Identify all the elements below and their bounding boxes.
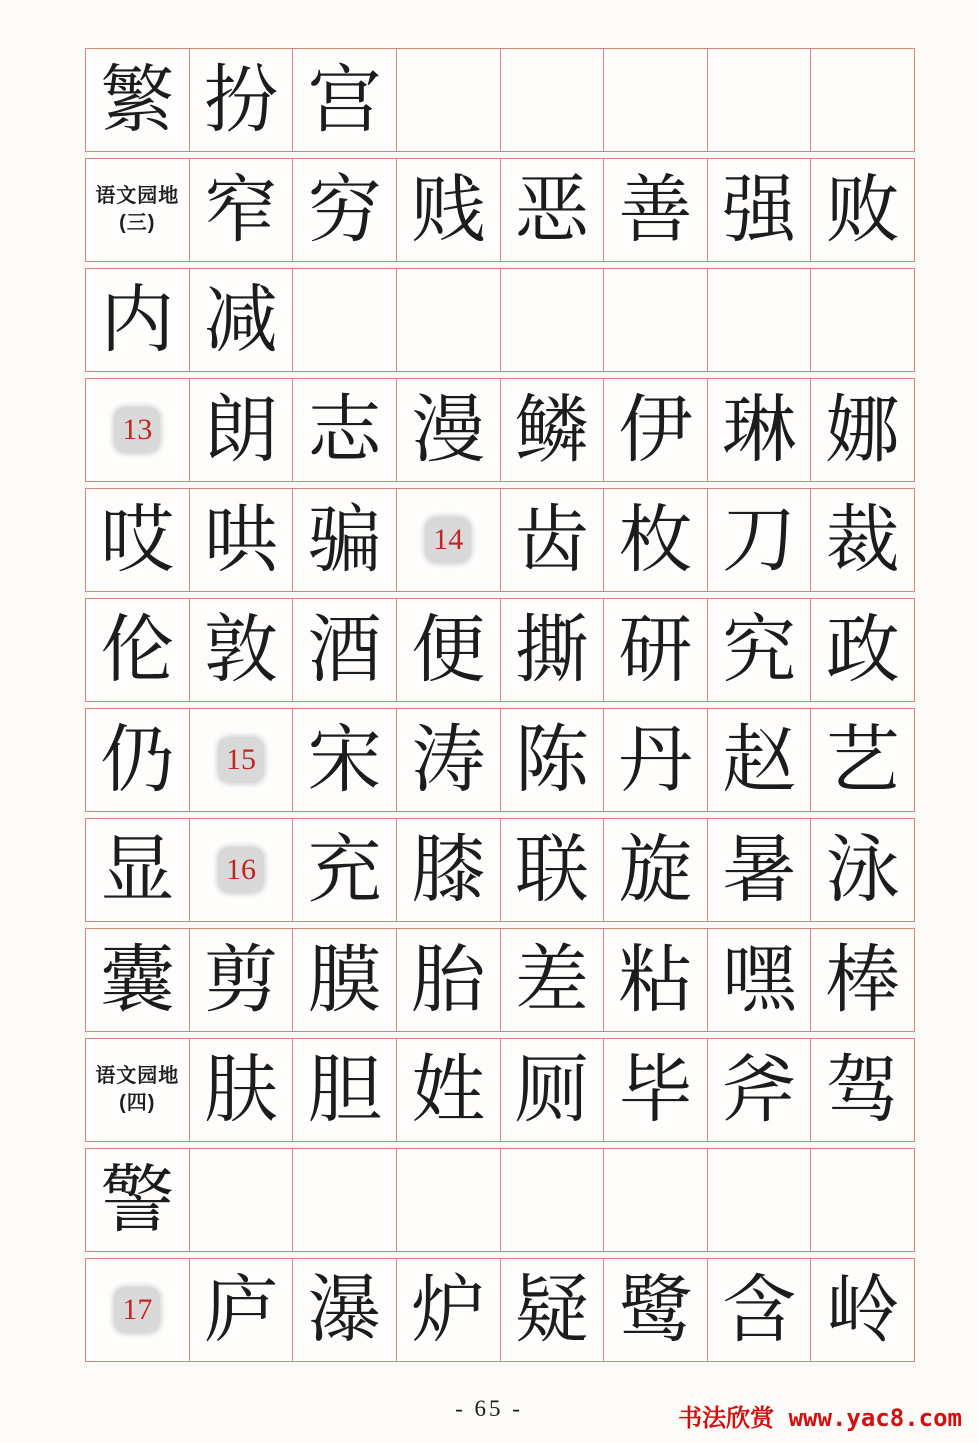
character-cell — [86, 49, 190, 151]
unit-label-line: 语文园地 — [95, 185, 180, 207]
empty-cell — [501, 1149, 605, 1251]
calligraphy-character: 肤 — [203, 1047, 278, 1133]
grid-row — [85, 1258, 915, 1362]
grid-row — [85, 378, 915, 482]
character-cell — [604, 1259, 708, 1361]
grid-row — [85, 158, 915, 262]
unit-label-line: (四) — [119, 1092, 156, 1114]
character-cell — [811, 929, 914, 1031]
grid-row — [85, 708, 915, 812]
calligraphy-character: 减 — [203, 277, 278, 363]
character-cell — [604, 599, 708, 701]
character-cell — [293, 709, 397, 811]
lesson-number-badge: 17 — [114, 1287, 160, 1333]
character-cell — [501, 159, 605, 261]
calligraphy-character: 泳 — [825, 827, 900, 913]
character-cell — [811, 599, 914, 701]
calligraphy-character: 娜 — [825, 387, 900, 473]
empty-cell — [604, 49, 708, 151]
page-number: - 65 - — [455, 1396, 523, 1421]
calligraphy-character: 嘿 — [722, 937, 797, 1023]
empty-cell — [811, 269, 914, 371]
character-cell — [397, 1259, 501, 1361]
lesson-number-cell — [397, 489, 501, 591]
calligraphy-character: 厕 — [514, 1047, 589, 1133]
lesson-number-cell — [190, 819, 294, 921]
character-cell — [190, 379, 294, 481]
character-cell — [190, 1039, 294, 1141]
calligraphy-character: 哄 — [203, 497, 278, 583]
calligraphy-character: 伊 — [618, 387, 693, 473]
character-cell — [86, 929, 190, 1031]
grid-row — [85, 1148, 915, 1252]
calligraphy-character: 政 — [825, 607, 900, 693]
character-cell — [604, 929, 708, 1031]
lesson-number-badge: 13 — [114, 407, 160, 453]
character-cell — [190, 929, 294, 1031]
character-cell — [86, 599, 190, 701]
calligraphy-character: 究 — [722, 607, 797, 693]
character-cell — [604, 379, 708, 481]
calligraphy-character: 哎 — [100, 497, 175, 583]
empty-cell — [708, 269, 812, 371]
lesson-number-badge: 16 — [218, 847, 264, 893]
character-cell — [190, 489, 294, 591]
lesson-number-cell — [190, 709, 294, 811]
calligraphy-character: 撕 — [514, 607, 589, 693]
character-cell — [293, 379, 397, 481]
character-cell — [708, 709, 812, 811]
character-cell — [604, 819, 708, 921]
practice-grid — [85, 48, 915, 1368]
character-cell — [811, 159, 914, 261]
character-cell — [293, 159, 397, 261]
calligraphy-character: 丹 — [618, 717, 693, 803]
character-cell — [501, 819, 605, 921]
character-cell — [604, 709, 708, 811]
watermark: 书法欣赏 www.yac8.com — [678, 1404, 962, 1432]
calligraphy-character: 贱 — [411, 167, 486, 253]
calligraphy-character: 斧 — [722, 1047, 797, 1133]
character-cell — [811, 379, 914, 481]
character-cell — [501, 599, 605, 701]
calligraphy-character: 仍 — [100, 717, 175, 803]
calligraphy-character: 膜 — [307, 937, 382, 1023]
character-cell — [397, 819, 501, 921]
calligraphy-character: 毕 — [618, 1047, 693, 1133]
empty-cell — [190, 1149, 294, 1251]
character-cell — [501, 1039, 605, 1141]
calligraphy-character: 旋 — [618, 827, 693, 913]
calligraphy-character: 含 — [722, 1267, 797, 1353]
calligraphy-character: 剪 — [203, 937, 278, 1023]
character-cell — [397, 709, 501, 811]
character-cell — [811, 819, 914, 921]
character-cell — [708, 1039, 812, 1141]
calligraphy-character: 宫 — [307, 57, 382, 143]
calligraphy-character: 岭 — [825, 1267, 900, 1353]
grid-row — [85, 598, 915, 702]
character-cell — [293, 49, 397, 151]
character-cell — [190, 159, 294, 261]
empty-cell — [604, 269, 708, 371]
empty-cell — [397, 269, 501, 371]
character-cell — [86, 819, 190, 921]
calligraphy-character: 扮 — [203, 57, 278, 143]
calligraphy-character: 骗 — [307, 497, 382, 583]
grid-row — [85, 48, 915, 152]
character-cell — [811, 1039, 914, 1141]
empty-cell — [501, 269, 605, 371]
calligraphy-character: 枚 — [618, 497, 693, 583]
calligraphy-character: 便 — [411, 607, 486, 693]
character-cell — [293, 929, 397, 1031]
empty-cell — [293, 269, 397, 371]
character-cell — [708, 1259, 812, 1361]
character-cell — [501, 379, 605, 481]
calligraphy-character: 鳞 — [514, 387, 589, 473]
character-cell — [86, 489, 190, 591]
calligraphy-character: 伦 — [100, 607, 175, 693]
character-cell — [293, 819, 397, 921]
character-cell — [293, 599, 397, 701]
character-cell — [604, 489, 708, 591]
calligraphy-character: 研 — [618, 607, 693, 693]
character-cell — [501, 929, 605, 1031]
calligraphy-character: 志 — [307, 387, 382, 473]
character-cell — [811, 709, 914, 811]
calligraphy-character: 炉 — [411, 1267, 486, 1353]
calligraphy-character: 囊 — [100, 937, 175, 1023]
empty-cell — [293, 1149, 397, 1251]
calligraphy-character: 善 — [618, 167, 693, 253]
character-cell — [293, 1039, 397, 1141]
calligraphy-character: 充 — [307, 827, 382, 913]
grid-row — [85, 818, 915, 922]
character-cell — [708, 159, 812, 261]
character-cell — [190, 49, 294, 151]
calligraphy-character: 穷 — [307, 167, 382, 253]
calligraphy-character: 庐 — [203, 1267, 278, 1353]
calligraphy-character: 繁 — [100, 57, 175, 143]
calligraphy-character: 警 — [100, 1157, 175, 1243]
lesson-number-cell — [86, 1259, 190, 1361]
character-cell — [190, 599, 294, 701]
calligraphy-character: 齿 — [514, 497, 589, 583]
calligraphy-character: 刀 — [722, 497, 797, 583]
calligraphy-character: 败 — [825, 167, 900, 253]
unit-label-cell — [86, 1039, 190, 1141]
calligraphy-character: 姓 — [411, 1047, 486, 1133]
character-cell — [397, 1039, 501, 1141]
character-cell — [708, 929, 812, 1031]
calligraphy-character: 朗 — [203, 387, 278, 473]
lesson-number-badge: 14 — [425, 517, 471, 563]
calligraphy-character: 窄 — [203, 167, 278, 253]
character-cell — [190, 269, 294, 371]
calligraphy-character: 联 — [514, 827, 589, 913]
character-cell — [811, 489, 914, 591]
character-cell — [604, 159, 708, 261]
calligraphy-character: 显 — [100, 827, 175, 913]
character-cell — [811, 1259, 914, 1361]
character-cell — [86, 269, 190, 371]
calligraphy-character: 鹭 — [618, 1267, 693, 1353]
character-cell — [501, 709, 605, 811]
unit-label-line: 语文园地 — [95, 1065, 180, 1087]
character-cell — [604, 1039, 708, 1141]
unit-label-line: (三) — [119, 212, 156, 234]
calligraphy-character: 瀑 — [307, 1267, 382, 1353]
calligraphy-character: 粘 — [618, 937, 693, 1023]
calligraphy-character: 胎 — [411, 937, 486, 1023]
character-cell — [397, 379, 501, 481]
calligraphy-character: 漫 — [411, 387, 486, 473]
calligraphy-character: 暑 — [722, 827, 797, 913]
empty-cell — [604, 1149, 708, 1251]
calligraphy-character: 强 — [722, 167, 797, 253]
character-cell — [397, 159, 501, 261]
empty-cell — [397, 1149, 501, 1251]
grid-row — [85, 488, 915, 592]
unit-label-cell — [86, 159, 190, 261]
calligraphy-character: 差 — [514, 937, 589, 1023]
calligraphy-character: 棒 — [825, 937, 900, 1023]
calligraphy-character: 膝 — [411, 827, 486, 913]
lesson-number-cell — [86, 379, 190, 481]
character-cell — [190, 1259, 294, 1361]
empty-cell — [708, 1149, 812, 1251]
character-cell — [708, 819, 812, 921]
lesson-number-badge: 15 — [218, 737, 264, 783]
calligraphy-character: 裁 — [825, 497, 900, 583]
character-cell — [86, 709, 190, 811]
character-cell — [708, 379, 812, 481]
calligraphy-character: 赵 — [722, 717, 797, 803]
character-cell — [708, 489, 812, 591]
character-cell — [501, 1259, 605, 1361]
character-cell — [293, 1259, 397, 1361]
calligraphy-character: 疑 — [514, 1267, 589, 1353]
calligraphy-character: 陈 — [514, 717, 589, 803]
grid-row — [85, 1038, 915, 1142]
calligraphy-character: 酒 — [307, 607, 382, 693]
calligraphy-character: 涛 — [411, 717, 486, 803]
calligraphy-character: 胆 — [307, 1047, 382, 1133]
calligraphy-character: 敦 — [203, 607, 278, 693]
character-cell — [397, 599, 501, 701]
calligraphy-character: 内 — [100, 277, 175, 363]
empty-cell — [501, 49, 605, 151]
calligraphy-character: 驾 — [825, 1047, 900, 1133]
empty-cell — [811, 49, 914, 151]
empty-cell — [811, 1149, 914, 1251]
grid-row — [85, 928, 915, 1032]
calligraphy-character: 恶 — [514, 167, 589, 253]
grid-row — [85, 268, 915, 372]
character-cell — [86, 1149, 190, 1251]
empty-cell — [708, 49, 812, 151]
character-cell — [397, 929, 501, 1031]
character-cell — [293, 489, 397, 591]
calligraphy-character: 琳 — [722, 387, 797, 473]
character-cell — [501, 489, 605, 591]
calligraphy-character: 宋 — [307, 717, 382, 803]
character-cell — [708, 599, 812, 701]
empty-cell — [397, 49, 501, 151]
calligraphy-character: 艺 — [825, 717, 900, 803]
